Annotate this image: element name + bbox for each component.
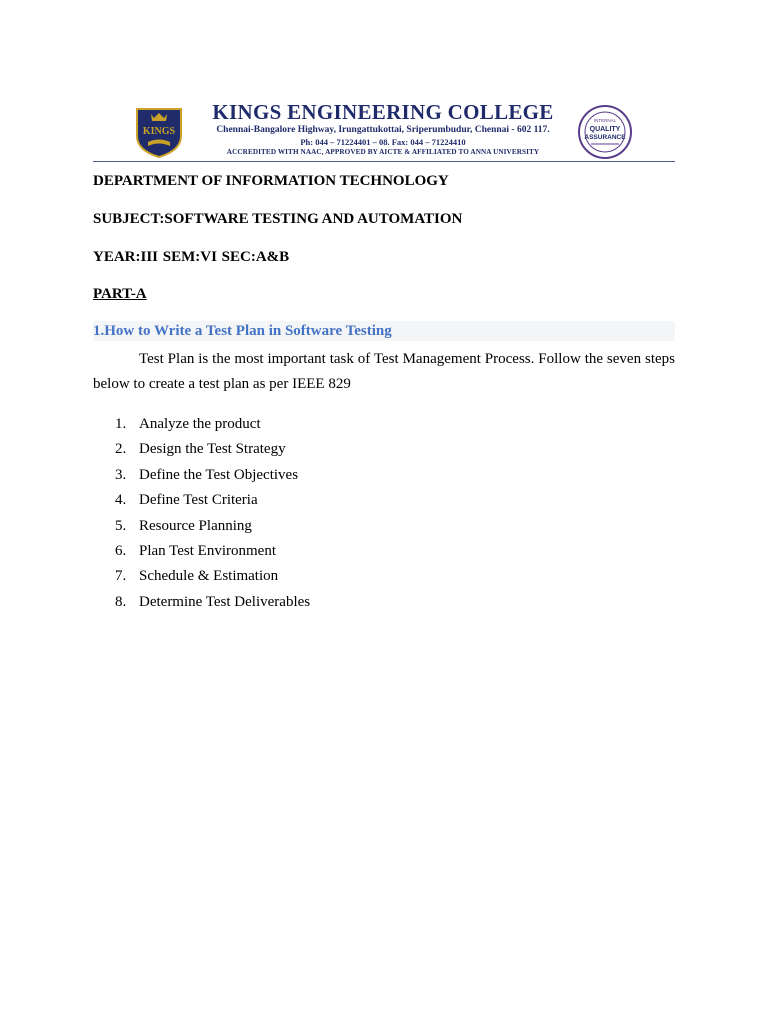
seal-quality-text: QUALITY	[589, 126, 621, 133]
step-number: 7.	[115, 568, 127, 585]
crest-label: KINGS	[142, 126, 176, 137]
step-number: 3.	[115, 466, 127, 483]
step-text: Resource Planning	[139, 517, 252, 534]
subject-heading: SUBJECT:SOFTWARE TESTING AND AUTOMATION	[93, 211, 463, 227]
list-item	[93, 539, 675, 564]
part-heading: PART-A	[93, 286, 147, 302]
college-accreditation: ACCREDITED WITH NAAC, APPROVED BY AICTE & AFFILIATED TO ANNA UNIVERSITY	[226, 148, 540, 156]
college-crest-icon	[133, 106, 185, 158]
step-number: 8.	[115, 593, 127, 610]
college-address: Chennai-Bangalore Highway, Irungattukottai, Sriperumbudur, Chennai - 602 117.	[216, 125, 550, 135]
list-item	[93, 463, 675, 488]
step-number: 1.	[115, 416, 127, 432]
step-text: Define Test Criteria	[139, 492, 258, 509]
college-phone: Ph: 044 – 71224401 – 08. Fax: 044 – 71224410	[300, 137, 466, 147]
step-number: 5.	[115, 517, 127, 534]
step-number: 4.	[115, 492, 127, 509]
list-item	[93, 590, 675, 615]
college-name: KINGS ENGINEERING COLLEGE	[212, 100, 554, 124]
letterhead-divider	[93, 161, 675, 162]
test-plan-steps-list	[93, 412, 675, 615]
step-text: Define the Test Objectives	[139, 466, 299, 483]
department-heading: DEPARTMENT OF INFORMATION TECHNOLOGY	[93, 173, 449, 189]
list-item	[93, 514, 675, 539]
question-title: 1.How to Write a Test Plan in Software Testing	[93, 321, 675, 341]
step-text: Schedule & Estimation	[139, 568, 279, 585]
step-number: 6.	[115, 542, 127, 559]
step-text: Determine Test Deliverables	[139, 593, 311, 610]
list-item	[93, 488, 675, 513]
year-semester-heading: YEAR:III SEM:VI SEC:A&B	[93, 249, 290, 265]
list-item	[93, 437, 675, 462]
step-number: 2.	[115, 441, 127, 458]
step-text: Design the Test Strategy	[139, 441, 286, 458]
letterhead	[93, 98, 675, 162]
list-item	[93, 412, 675, 437]
seal-top-text: INTERNAL	[593, 118, 617, 123]
list-item	[93, 564, 675, 589]
step-text: Plan Test Environment	[139, 542, 276, 559]
seal-assurance-text: ASSURANCE	[584, 134, 626, 141]
quality-assurance-seal-icon	[577, 104, 633, 160]
question-paragraph	[93, 347, 675, 397]
step-text: Analyze the product	[139, 416, 261, 432]
paragraph-text: Test Plan is the most important task of Test Management Process. Follow the seven steps below to create a test plan as per IEEE 829	[93, 351, 675, 392]
